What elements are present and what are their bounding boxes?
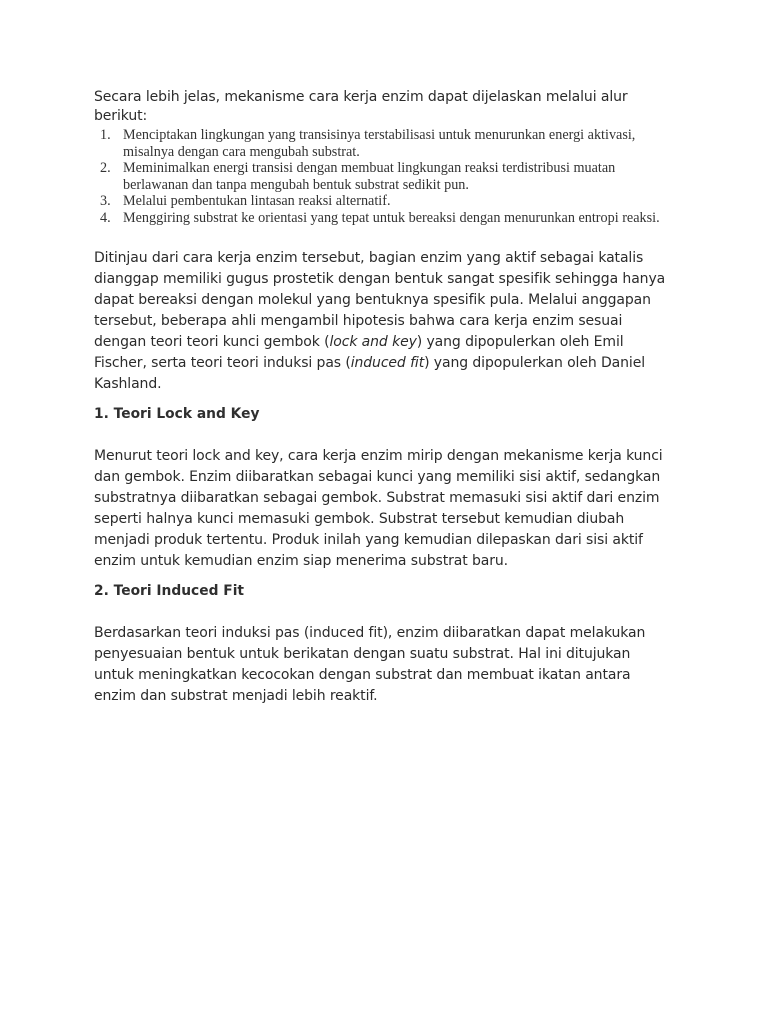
- list-item: [94, 210, 674, 227]
- paragraph-text: Ditinjau dari cara kerja enzim tersebut, bagian enzim yang aktif sebagai katalis dianggap memiliki gugus prostetik dengan bentuk sangat spesifik sehingga hanya dapat bereaksi dengan molekul yang bentuknya spesifik pula. Melalui anggapan tersebut, beberapa ahli mengambil hipotesis bahwa cara kerja enzim sesuai dengan teori teori kunci gembok (: [94, 249, 666, 350]
- section-heading-induced-fit: 2. Teori Induced Fit: [94, 582, 245, 599]
- mechanism-steps-list: [94, 127, 674, 227]
- list-item: [94, 127, 674, 160]
- list-item-number: 3.: [100, 193, 111, 210]
- list-item-number: 4.: [100, 209, 111, 226]
- intro-text: Secara lebih jelas, mekanisme cara kerja enzim dapat dijelaskan melalui alur berikut:: [94, 89, 628, 124]
- list-item: [94, 193, 674, 210]
- paragraph-theory-intro: [94, 248, 674, 395]
- paragraph-text: ) yang dipopulerkan oleh Emil Fischer, serta teori teori induksi pas (: [94, 333, 624, 371]
- paragraph-lock-and-key: Menurut teori lock and key, cara kerja enzim mirip dengan mekanisme kerja kunci dan gembok. Enzim diibaratkan sebagai kunci yang memiliki sisi aktif, sedangkan substratnya diibaratkan sebagai gembok. Substrat memasuki sisi aktif dari enzim seperti halnya kunci memasuki gembok. Substrat tersebut kemudian diubah menjadi produk tertentu. Produk inilah yang kemudian dilepaskan dari sisi aktif enzim untuk kemudian enzim siap menerima substrat baru.: [94, 447, 663, 569]
- list-item-text: Menciptakan lingkungan yang transisinya terstabilisasi untuk menurunkan energi aktivasi, misalnya dengan cara mengubah substrat.: [123, 127, 636, 160]
- list-item: [94, 160, 674, 193]
- paragraph-induced-fit: Berdasarkan teori induksi pas (induced fit), enzim diibaratkan dapat melakukan penyesuaian bentuk untuk berikatan dengan suatu substrat. Hal ini ditujukan untuk meningkatkan kecocokan dengan substrat dan membuat ikatan antara enzim dan substrat menjadi lebih reaktif.: [94, 624, 646, 704]
- italic-term-lock-and-key: lock and key: [329, 333, 417, 350]
- section-heading-lock-and-key: 1. Teori Lock and Key: [94, 405, 260, 422]
- document-page: [94, 88, 674, 707]
- paragraph-text: ) yang dipopulerkan oleh Daniel Kashland.: [94, 354, 646, 392]
- list-item-text: Menggiring substrat ke orientasi yang tepat untuk bereaksi dengan menurunkan entropi reaksi.: [123, 209, 660, 226]
- list-item-number: 2.: [100, 160, 111, 177]
- list-item-number: 1.: [100, 127, 111, 143]
- list-item-text: Melalui pembentukan lintasan reaksi alternatif.: [123, 193, 391, 210]
- italic-term-induced-fit: induced fit: [350, 354, 425, 371]
- list-item-text: Meminimalkan energi transisi dengan membuat lingkungan reaksi terdistribusi muatan berlawanan dan tanpa mengubah bentuk substrat sedikit pun.: [123, 160, 616, 193]
